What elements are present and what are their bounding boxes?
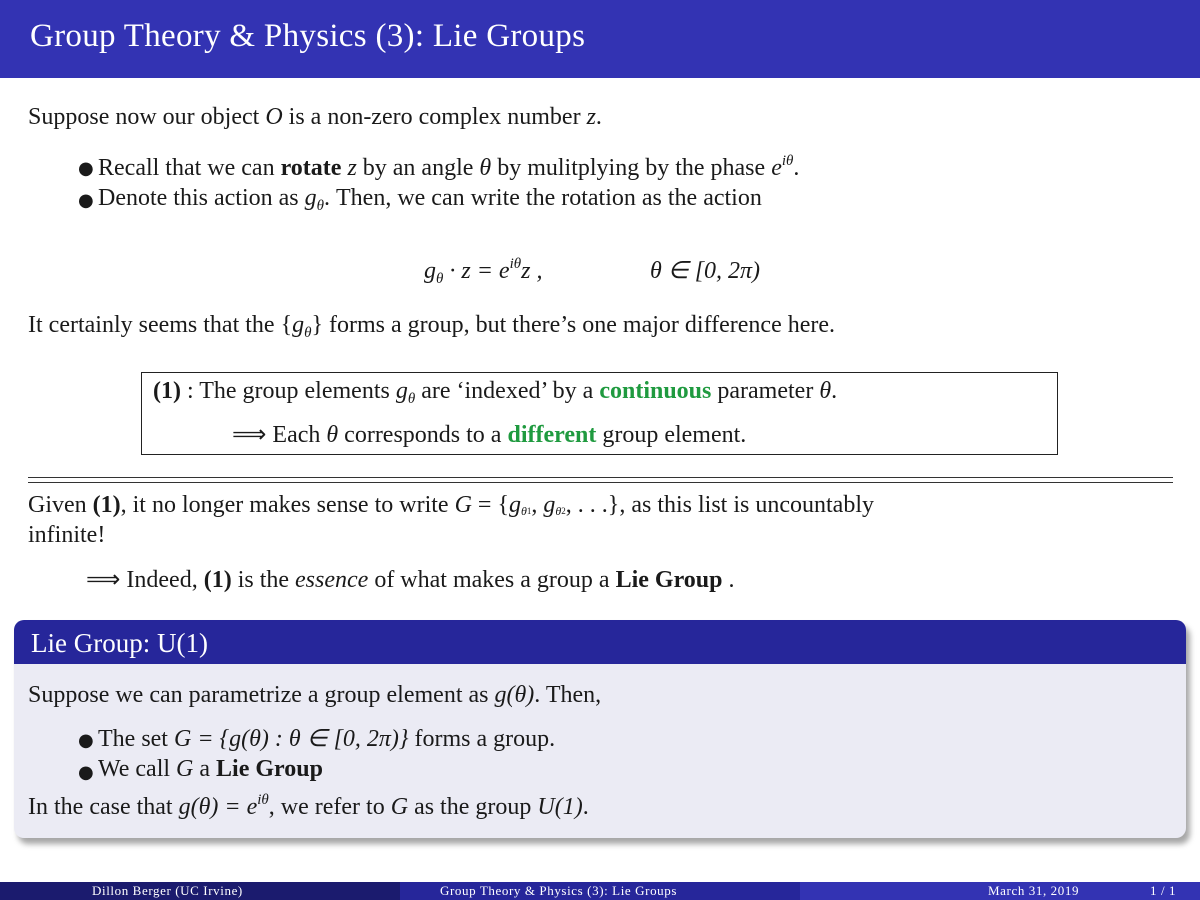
phase-base: e (771, 155, 782, 181)
title-bar (0, 0, 1200, 78)
lie-text: In the case that (28, 794, 179, 820)
indeed-text-post: of what makes a group a (368, 567, 616, 593)
bullet-text-mid: by an angle (356, 155, 480, 181)
eq-exponent: iθ (509, 256, 522, 272)
indeed-label: (1) (203, 567, 232, 593)
lie-set-definition: G = {g(θ) : θ ∈ [0, 2π)} (173, 726, 409, 752)
lie-text-mid: , we refer to (268, 794, 391, 820)
bullet-end: . (793, 155, 800, 181)
remark-g-subscript: θ (304, 325, 312, 341)
footer-author: Dillon Berger (UC Irvine) (92, 883, 243, 898)
given-G: G (454, 492, 472, 518)
intro-var: z (586, 104, 596, 130)
divider-rule-top (28, 477, 1173, 478)
eq-domain: θ ∈ [0, 2π) (650, 258, 761, 284)
lie-group-bold: Lie Group (216, 756, 323, 782)
definition-text: : The group elements (180, 378, 396, 404)
eq-lhs: · z = (443, 258, 499, 284)
footer-title-segment (400, 882, 800, 900)
bullet-dot: ● (78, 158, 94, 179)
lie-group-block (14, 620, 1186, 838)
bullet-denote (98, 185, 762, 215)
eq-g: g (424, 258, 436, 284)
given-g1-sub: θ (520, 504, 527, 518)
lie-G: G (390, 794, 409, 820)
remark-g: g (292, 312, 305, 338)
indeed-text-mid: is the (231, 567, 296, 593)
given-g1: g (508, 492, 521, 518)
remark-text: It certainly seems that the { (28, 312, 293, 338)
footer-date-segment (800, 882, 1200, 900)
given-comma: , (531, 492, 544, 518)
footer-date: March 31, 2019 (988, 883, 1080, 898)
lie-math: g(θ) (494, 682, 535, 708)
slide-title: Group Theory & Physics (3): Lie Groups (30, 18, 586, 54)
bullet-bold: rotate (280, 155, 342, 181)
lie-math: g(θ) = e (178, 794, 258, 820)
action-symbol: g (304, 185, 317, 211)
intro-text-mid: is a non-zero complex number (282, 104, 587, 130)
given-text: Given (28, 492, 93, 518)
eq-g-subscript: θ (436, 271, 444, 287)
given-line (28, 492, 874, 519)
rotation-equation (424, 256, 542, 288)
lie-group-bold: Lie Group (615, 567, 723, 593)
eq-e: e (498, 258, 510, 284)
continuous-highlight: continuous (599, 378, 712, 404)
footer-page-number: 1 / 1 (1150, 883, 1177, 898)
footer-title: Group Theory & Physics (3): Lie Groups (440, 883, 678, 898)
lie-text-mid: as the group (408, 794, 538, 820)
indeed-text: Indeed, (120, 567, 204, 593)
different-highlight: different (507, 422, 597, 448)
divider-rule-bottom (28, 482, 1173, 483)
bullet-text-post: by mulitplying by the phase (491, 155, 772, 181)
footer-author-segment (0, 882, 400, 900)
lie-block-last-line (28, 792, 589, 821)
intro-object: O (265, 104, 283, 130)
intro-end: . (595, 104, 602, 130)
implies-arrow: ⟹ (86, 567, 121, 593)
indeed-line (86, 565, 735, 594)
bullet-text: Recall that we can (98, 155, 281, 181)
definition-end: . (831, 378, 838, 404)
definition-text-post: parameter (711, 378, 820, 404)
definition-text-mid: corresponds to a (338, 422, 508, 448)
intro-text: Suppose now our object (28, 104, 266, 130)
given-text-mid: , it no longer makes sense to write (120, 492, 455, 518)
lie-U1: U(1) (537, 794, 583, 820)
bullet-rotate (98, 153, 799, 182)
given-g2-sub: θ (555, 504, 562, 518)
definition-line-2 (232, 420, 746, 449)
remark-text-post: } forms a group, but there’s one major difference here. (311, 312, 836, 338)
lie-text-post: forms a group. (408, 726, 556, 752)
definition-theta: θ (819, 378, 832, 404)
given-label: (1) (92, 492, 121, 518)
lie-text: Suppose we can parametrize a group element as (28, 682, 495, 708)
bullet-text: Denote this action as (98, 185, 305, 211)
definition-g-subscript: θ (407, 391, 416, 407)
lie-text-post: . Then, (534, 682, 602, 708)
definition-text: Each (266, 422, 327, 448)
bullet-dot: ● (78, 730, 94, 751)
lie-block-line-1 (28, 682, 601, 709)
action-subscript: θ (316, 198, 324, 214)
bullet-var: z (341, 155, 357, 181)
bullet-theta: θ (479, 155, 492, 181)
bullet-dot: ● (78, 190, 94, 211)
given-g1-subsub: 1 (526, 506, 532, 516)
lie-text: The set (98, 726, 174, 752)
given-rest: , . . .} (565, 492, 620, 518)
lie-exponent: iθ (257, 792, 269, 808)
given-eq: = { (471, 492, 509, 518)
group-remark (28, 312, 835, 342)
lie-block-bullet-1 (98, 724, 555, 753)
implies-arrow: ⟹ (232, 422, 267, 448)
given-line-2: infinite! (28, 522, 106, 548)
intro-line (28, 104, 602, 131)
lie-group-block-title: Lie Group: U(1) (31, 628, 208, 658)
given-g2-subsub: 2 (561, 506, 566, 516)
lie-end: . (582, 794, 589, 820)
eq-rhs: z , (521, 258, 543, 284)
bullet-dot: ● (78, 762, 94, 783)
lie-text: We call (98, 756, 177, 782)
lie-G: G (176, 756, 194, 782)
bullet-text-post: . Then, we can write the rotation as the action (324, 185, 762, 211)
definition-text-post: group element. (596, 422, 747, 448)
essence-emphasis: essence (295, 567, 369, 593)
definition-theta: θ (326, 422, 339, 448)
indeed-end: . (722, 567, 735, 593)
lie-text-mid: a (193, 756, 217, 782)
definition-label: (1) (153, 378, 181, 404)
lie-block-bullet-2 (98, 756, 323, 783)
definition-text-mid: are ‘indexed’ by a (415, 378, 600, 404)
given-g2: g (543, 492, 556, 518)
given-text-post: , as this list is uncountably (619, 492, 874, 518)
footer-bar (0, 882, 1200, 900)
phase-exponent: iθ (781, 153, 794, 169)
definition-line-1 (153, 378, 837, 408)
definition-g: g (395, 378, 408, 404)
lie-group-block-header (14, 620, 1186, 664)
